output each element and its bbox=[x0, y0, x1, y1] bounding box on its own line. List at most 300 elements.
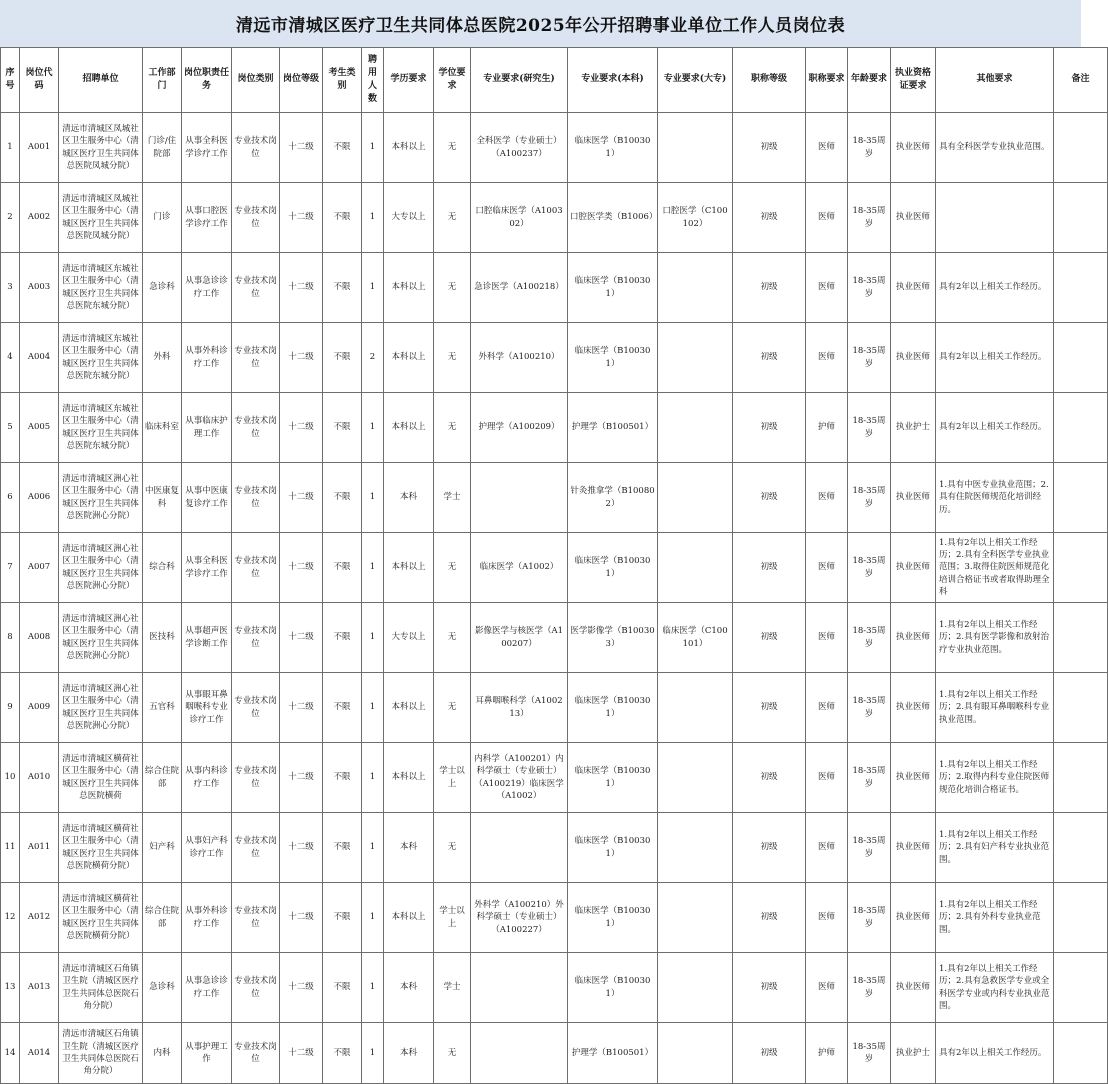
cell-other bbox=[936, 743, 1054, 813]
cell-level bbox=[280, 1023, 323, 1084]
cell-other bbox=[936, 183, 1054, 253]
cell-edu bbox=[384, 953, 434, 1023]
cell-degree bbox=[434, 1023, 471, 1084]
cell-code-text: A014 bbox=[27, 1047, 51, 1058]
cell-code-text: A008 bbox=[27, 632, 51, 643]
cell-edu-text: 本科以上 bbox=[391, 702, 426, 713]
cell-edu bbox=[384, 1023, 434, 1084]
cell-category bbox=[232, 113, 280, 183]
table-row bbox=[1, 533, 1108, 603]
cell-no-text: 13 bbox=[4, 982, 16, 993]
cell-level-text: 十二级 bbox=[288, 352, 314, 363]
cell-category-text: 专业技术岗位 bbox=[234, 346, 277, 369]
cell-category-text: 专业技术岗位 bbox=[234, 766, 277, 789]
cell-license-text: 执业医师 bbox=[895, 282, 930, 293]
cell-degree bbox=[434, 883, 471, 953]
header-code: 岗位代码 bbox=[20, 48, 59, 113]
cell-other-text: 具有2年以上相关工作经历。 bbox=[939, 422, 1047, 433]
cell-code bbox=[20, 533, 59, 603]
cell-count bbox=[362, 113, 384, 183]
cell-license-text: 执业医师 bbox=[895, 982, 930, 993]
cell-unit-text: 清远市清城区洲心社区卫生服务中心（清城区医疗卫生共同体总医院洲心分院） bbox=[62, 543, 139, 591]
cell-major-college bbox=[658, 463, 733, 533]
cell-license-text: 执业医师 bbox=[895, 352, 930, 363]
cell-category-text: 专业技术岗位 bbox=[234, 976, 277, 999]
cell-dept bbox=[143, 603, 182, 673]
cell-code bbox=[20, 603, 59, 673]
table-row bbox=[1, 323, 1108, 393]
cell-age bbox=[848, 463, 891, 533]
cell-dept-text: 五官科 bbox=[149, 702, 175, 713]
cell-edu bbox=[384, 393, 434, 463]
cell-other bbox=[936, 603, 1054, 673]
cell-license-text: 执业医师 bbox=[895, 842, 930, 853]
cell-major-grad-text: 临床医学（A1002） bbox=[479, 562, 559, 573]
cell-candidate-text: 不限 bbox=[333, 842, 351, 853]
cell-remark bbox=[1054, 253, 1108, 323]
cell-degree-text: 无 bbox=[447, 1047, 457, 1058]
cell-age-text: 18-35周岁 bbox=[852, 976, 886, 999]
cell-dept-text: 急诊科 bbox=[149, 982, 175, 993]
cell-category-text: 专业技术岗位 bbox=[234, 696, 277, 719]
cell-title-req-text: 医师 bbox=[817, 212, 835, 223]
header-major-college: 专业要求(大专) bbox=[658, 48, 733, 113]
cell-major-college bbox=[658, 393, 733, 463]
cell-candidate bbox=[323, 463, 362, 533]
cell-title-req-text: 医师 bbox=[817, 772, 835, 783]
cell-title-req-text: 护师 bbox=[817, 422, 835, 433]
cell-code bbox=[20, 253, 59, 323]
cell-code bbox=[20, 953, 59, 1023]
cell-category-text: 专业技术岗位 bbox=[234, 276, 277, 299]
cell-duty-text: 从事护理工作 bbox=[185, 1041, 228, 1064]
cell-duty bbox=[182, 533, 232, 603]
cell-unit bbox=[59, 883, 143, 953]
cell-dept bbox=[143, 113, 182, 183]
cell-remark bbox=[1054, 323, 1108, 393]
table-row bbox=[1, 953, 1108, 1023]
cell-remark bbox=[1054, 953, 1108, 1023]
cell-major-bachelor bbox=[568, 323, 658, 393]
cell-major-bachelor-text: 临床医学（B100301） bbox=[574, 836, 651, 859]
table-row bbox=[1, 1023, 1108, 1084]
cell-major-grad-text: 影像医学与核医学（A100207） bbox=[474, 626, 564, 649]
cell-age-text: 18-35周岁 bbox=[852, 556, 886, 579]
cell-age bbox=[848, 673, 891, 743]
cell-degree bbox=[434, 813, 471, 883]
cell-duty-text: 从事口腔医学诊疗工作 bbox=[185, 206, 228, 229]
cell-count bbox=[362, 183, 384, 253]
cell-title-req-text: 医师 bbox=[817, 142, 835, 153]
cell-dept-text: 外科 bbox=[153, 352, 171, 363]
cell-no bbox=[1, 743, 20, 813]
cell-major-bachelor bbox=[568, 533, 658, 603]
cell-title-level-text: 初级 bbox=[760, 912, 778, 923]
cell-major-bachelor-text: 医学影像学（B100303） bbox=[570, 626, 655, 649]
cell-major-grad-text: 内科学（A100201）内科学硕士（专业硕士）（A100219）临床医学（A1002） bbox=[474, 753, 564, 801]
cell-no bbox=[1, 113, 20, 183]
cell-major-college bbox=[658, 113, 733, 183]
cell-other-text: 1.具有2年以上相关工作经历；2.具有医学影像和放射治疗专业执业范围。 bbox=[939, 620, 1050, 655]
cell-title-req bbox=[806, 813, 848, 883]
cell-category-text: 专业技术岗位 bbox=[234, 906, 277, 929]
cell-remark bbox=[1054, 113, 1108, 183]
cell-title-req bbox=[806, 533, 848, 603]
cell-code-text: A006 bbox=[27, 492, 51, 503]
cell-major-bachelor bbox=[568, 813, 658, 883]
cell-title-req bbox=[806, 323, 848, 393]
cell-count-text: 1 bbox=[369, 212, 376, 223]
cell-dept bbox=[143, 883, 182, 953]
cell-unit bbox=[59, 113, 143, 183]
cell-code bbox=[20, 673, 59, 743]
cell-count-text: 1 bbox=[369, 772, 376, 783]
cell-title-level-text: 初级 bbox=[760, 282, 778, 293]
cell-duty bbox=[182, 953, 232, 1023]
cell-age-text: 18-35周岁 bbox=[852, 906, 886, 929]
cell-candidate-text: 不限 bbox=[333, 982, 351, 993]
cell-other bbox=[936, 533, 1054, 603]
cell-dept bbox=[143, 743, 182, 813]
cell-level bbox=[280, 463, 323, 533]
cell-title-level bbox=[733, 113, 806, 183]
cell-license bbox=[891, 743, 936, 813]
header-age: 年龄要求 bbox=[848, 48, 891, 113]
cell-age bbox=[848, 323, 891, 393]
cell-license bbox=[891, 603, 936, 673]
cell-title-req-text: 医师 bbox=[817, 632, 835, 643]
cell-duty bbox=[182, 743, 232, 813]
cell-code-text: A011 bbox=[27, 842, 51, 853]
cell-unit-text: 清远市清城区东城社区卫生服务中心（清城区医疗卫生共同体总医院东城分院） bbox=[62, 263, 139, 311]
cell-age-text: 18-35周岁 bbox=[852, 276, 886, 299]
cell-major-bachelor bbox=[568, 113, 658, 183]
cell-major-grad bbox=[471, 323, 568, 393]
cell-code-text: A002 bbox=[27, 212, 51, 223]
cell-dept-text: 中医康复科 bbox=[145, 486, 180, 509]
cell-duty bbox=[182, 323, 232, 393]
cell-dept bbox=[143, 953, 182, 1023]
cell-category bbox=[232, 533, 280, 603]
cell-duty-text: 从事超声医学诊断工作 bbox=[185, 626, 228, 649]
cell-age-text: 18-35周岁 bbox=[852, 206, 886, 229]
cell-dept-text: 综合科 bbox=[149, 562, 175, 573]
cell-license bbox=[891, 813, 936, 883]
table-row bbox=[1, 183, 1108, 253]
cell-major-grad-text: 口腔临床医学（A100302） bbox=[475, 206, 563, 229]
cell-license bbox=[891, 953, 936, 1023]
cell-major-college bbox=[658, 673, 733, 743]
cell-other bbox=[936, 113, 1054, 183]
cell-major-bachelor bbox=[568, 1023, 658, 1084]
header-title-level: 职称等级 bbox=[733, 48, 806, 113]
cell-unit-text: 清远市清城区石角镇卫生院（清城区医疗卫生共同体总医院石角分院） bbox=[62, 1029, 139, 1077]
cell-duty-text: 从事外科诊疗工作 bbox=[185, 346, 228, 369]
cell-age bbox=[848, 113, 891, 183]
cell-major-bachelor-text: 临床医学（B100301） bbox=[574, 976, 651, 999]
cell-major-grad-text: 全科医学（专业硕士）（A100237） bbox=[476, 136, 562, 159]
positions-table bbox=[0, 47, 1108, 1084]
cell-license-text: 执业医师 bbox=[895, 562, 930, 573]
header-unit: 招聘单位 bbox=[59, 48, 143, 113]
cell-major-college bbox=[658, 743, 733, 813]
cell-license bbox=[891, 393, 936, 463]
header-edu: 学历要求 bbox=[384, 48, 434, 113]
cell-code-text: A003 bbox=[27, 282, 51, 293]
cell-duty-text: 从事眼耳鼻咽喉科专业诊疗工作 bbox=[185, 690, 228, 725]
cell-no bbox=[1, 953, 20, 1023]
cell-other bbox=[936, 253, 1054, 323]
cell-candidate-text: 不限 bbox=[333, 562, 351, 573]
cell-unit bbox=[59, 393, 143, 463]
cell-category-text: 专业技术岗位 bbox=[234, 416, 277, 439]
table-row bbox=[1, 673, 1108, 743]
cell-level-text: 十二级 bbox=[288, 912, 314, 923]
cell-edu bbox=[384, 463, 434, 533]
cell-major-grad bbox=[471, 183, 568, 253]
cell-major-grad bbox=[471, 743, 568, 813]
header-level: 岗位等级 bbox=[280, 48, 323, 113]
cell-dept bbox=[143, 183, 182, 253]
cell-license-text: 执业医师 bbox=[895, 212, 930, 223]
cell-degree bbox=[434, 113, 471, 183]
cell-major-grad bbox=[471, 253, 568, 323]
cell-level-text: 十二级 bbox=[288, 702, 314, 713]
cell-major-bachelor bbox=[568, 673, 658, 743]
cell-no-text: 12 bbox=[4, 912, 16, 923]
cell-duty bbox=[182, 603, 232, 673]
cell-edu bbox=[384, 323, 434, 393]
cell-candidate bbox=[323, 183, 362, 253]
cell-code-text: A005 bbox=[27, 422, 51, 433]
header-dept: 工作部门 bbox=[143, 48, 182, 113]
cell-age-text: 18-35周岁 bbox=[852, 346, 886, 369]
cell-edu bbox=[384, 673, 434, 743]
cell-major-bachelor-text: 临床医学（B100301） bbox=[574, 906, 651, 929]
cell-candidate-text: 不限 bbox=[333, 422, 351, 433]
cell-title-level-text: 初级 bbox=[760, 982, 778, 993]
cell-major-grad-text: 护理学（A100209） bbox=[478, 422, 560, 433]
cell-degree-text: 无 bbox=[447, 842, 457, 853]
cell-count-text: 1 bbox=[369, 492, 376, 503]
cell-unit bbox=[59, 603, 143, 673]
cell-major-bachelor bbox=[568, 393, 658, 463]
cell-major-college-text: 口腔医学（C100102） bbox=[662, 206, 728, 229]
cell-category bbox=[232, 883, 280, 953]
cell-level bbox=[280, 533, 323, 603]
cell-major-bachelor bbox=[568, 603, 658, 673]
cell-other bbox=[936, 883, 1054, 953]
cell-edu bbox=[384, 813, 434, 883]
cell-age bbox=[848, 953, 891, 1023]
cell-duty bbox=[182, 253, 232, 323]
cell-license-text: 执业医师 bbox=[895, 912, 930, 923]
table-row bbox=[1, 883, 1108, 953]
cell-category bbox=[232, 1023, 280, 1084]
cell-degree-text: 无 bbox=[447, 352, 457, 363]
cell-title-level bbox=[733, 1023, 806, 1084]
cell-code-text: A004 bbox=[27, 352, 51, 363]
cell-candidate bbox=[323, 603, 362, 673]
cell-license-text: 执业医师 bbox=[895, 492, 930, 503]
header-duty: 岗位职责任务 bbox=[182, 48, 232, 113]
cell-title-req-text: 医师 bbox=[817, 842, 835, 853]
cell-other-text: 具有2年以上相关工作经历。 bbox=[939, 282, 1047, 293]
cell-level-text: 十二级 bbox=[288, 772, 314, 783]
cell-count-text: 1 bbox=[369, 282, 376, 293]
cell-level bbox=[280, 393, 323, 463]
cell-title-level bbox=[733, 673, 806, 743]
cell-code bbox=[20, 463, 59, 533]
cell-no bbox=[1, 323, 20, 393]
cell-major-grad bbox=[471, 883, 568, 953]
cell-count-text: 1 bbox=[369, 562, 376, 573]
cell-age-text: 18-35周岁 bbox=[852, 626, 886, 649]
cell-license-text: 执业护士 bbox=[895, 1047, 930, 1058]
cell-count bbox=[362, 743, 384, 813]
cell-other bbox=[936, 673, 1054, 743]
cell-unit bbox=[59, 953, 143, 1023]
header-category: 岗位类别 bbox=[232, 48, 280, 113]
cell-major-bachelor-text: 针灸推拿学（B100802） bbox=[570, 486, 655, 509]
cell-no-text: 7 bbox=[7, 562, 13, 573]
cell-category bbox=[232, 953, 280, 1023]
cell-major-bachelor bbox=[568, 743, 658, 813]
cell-title-level-text: 初级 bbox=[760, 702, 778, 713]
cell-code bbox=[20, 883, 59, 953]
cell-degree bbox=[434, 393, 471, 463]
cell-title-level-text: 初级 bbox=[760, 352, 778, 363]
cell-unit-text: 清远市清城区横荷社区卫生服务中心（清城区医疗卫生共同体总医院横荷分院） bbox=[62, 893, 139, 941]
cell-code-text: A007 bbox=[27, 562, 51, 573]
cell-title-level-text: 初级 bbox=[760, 422, 778, 433]
cell-major-grad bbox=[471, 113, 568, 183]
cell-count bbox=[362, 953, 384, 1023]
cell-remark bbox=[1054, 883, 1108, 953]
cell-unit bbox=[59, 1023, 143, 1084]
cell-count bbox=[362, 393, 384, 463]
cell-title-req bbox=[806, 463, 848, 533]
cell-title-req bbox=[806, 743, 848, 813]
cell-dept-text: 门诊 bbox=[153, 212, 171, 223]
header-title-req: 职称要求 bbox=[806, 48, 848, 113]
cell-title-level bbox=[733, 813, 806, 883]
table-row bbox=[1, 393, 1108, 463]
cell-count bbox=[362, 673, 384, 743]
cell-major-bachelor-text: 护理学（B100501） bbox=[571, 422, 654, 433]
cell-title-level bbox=[733, 743, 806, 813]
cell-major-bachelor-text: 临床医学（B100301） bbox=[574, 136, 651, 159]
cell-unit-text: 清远市清城区横荷社区卫生服务中心（清城区医疗卫生共同体总医院横荷分院） bbox=[62, 823, 139, 871]
cell-major-bachelor bbox=[568, 463, 658, 533]
cell-unit bbox=[59, 183, 143, 253]
cell-duty bbox=[182, 393, 232, 463]
cell-remark bbox=[1054, 463, 1108, 533]
cell-count-text: 1 bbox=[369, 912, 376, 923]
cell-candidate bbox=[323, 253, 362, 323]
cell-duty bbox=[182, 883, 232, 953]
cell-major-bachelor-text: 临床医学（B100301） bbox=[574, 766, 651, 789]
cell-degree-text: 无 bbox=[447, 632, 457, 643]
cell-unit-text: 清远市清城区横荷社区卫生服务中心（清城区医疗卫生共同体总医院横荷 bbox=[62, 753, 139, 801]
cell-degree-text: 无 bbox=[447, 562, 457, 573]
cell-major-bachelor-text: 临床医学（B100301） bbox=[574, 696, 651, 719]
cell-level bbox=[280, 953, 323, 1023]
table-body bbox=[1, 113, 1108, 1084]
cell-edu bbox=[384, 533, 434, 603]
cell-no bbox=[1, 1023, 20, 1084]
cell-count bbox=[362, 463, 384, 533]
cell-no bbox=[1, 393, 20, 463]
header-other: 其他要求 bbox=[936, 48, 1054, 113]
cell-degree-text: 学士以上 bbox=[439, 766, 465, 789]
cell-degree bbox=[434, 673, 471, 743]
cell-degree bbox=[434, 253, 471, 323]
cell-no-text: 10 bbox=[4, 772, 16, 783]
cell-count-text: 1 bbox=[369, 842, 376, 853]
cell-title-req bbox=[806, 673, 848, 743]
cell-major-bachelor bbox=[568, 183, 658, 253]
cell-duty bbox=[182, 463, 232, 533]
sheet-title: 清远市清城区医疗卫生共同体总医院2025年公开招聘事业单位工作人员岗位表 bbox=[0, 0, 1081, 48]
cell-duty bbox=[182, 1023, 232, 1084]
cell-code bbox=[20, 183, 59, 253]
cell-candidate bbox=[323, 533, 362, 603]
cell-title-req-text: 医师 bbox=[817, 492, 835, 503]
cell-edu-text: 本科以上 bbox=[391, 772, 426, 783]
cell-degree bbox=[434, 743, 471, 813]
cell-duty bbox=[182, 813, 232, 883]
cell-level bbox=[280, 813, 323, 883]
cell-title-req-text: 医师 bbox=[817, 352, 835, 363]
cell-edu bbox=[384, 183, 434, 253]
cell-duty-text: 从事中医康复诊疗工作 bbox=[185, 486, 228, 509]
cell-dept-text: 内科 bbox=[153, 1047, 171, 1058]
cell-duty-text: 从事临床护理工作 bbox=[185, 416, 228, 439]
cell-edu-text: 本科以上 bbox=[391, 282, 426, 293]
cell-level bbox=[280, 673, 323, 743]
cell-other-text: 具有2年以上相关工作经历。 bbox=[939, 1047, 1047, 1058]
table-row bbox=[1, 813, 1108, 883]
cell-duty bbox=[182, 183, 232, 253]
cell-code bbox=[20, 1023, 59, 1084]
cell-candidate-text: 不限 bbox=[333, 282, 351, 293]
cell-code bbox=[20, 323, 59, 393]
cell-no-text: 14 bbox=[4, 1047, 16, 1058]
cell-dept bbox=[143, 1023, 182, 1084]
cell-category bbox=[232, 603, 280, 673]
cell-title-level-text: 初级 bbox=[760, 142, 778, 153]
cell-count-text: 1 bbox=[369, 142, 376, 153]
cell-title-level bbox=[733, 463, 806, 533]
cell-age-text: 18-35周岁 bbox=[852, 766, 886, 789]
cell-major-grad-text: 外科学（A100210）外科学硕士（专业硕士）（A100227） bbox=[474, 900, 564, 935]
cell-no-text: 8 bbox=[7, 632, 13, 643]
cell-candidate bbox=[323, 883, 362, 953]
cell-level bbox=[280, 113, 323, 183]
cell-age bbox=[848, 393, 891, 463]
cell-license bbox=[891, 323, 936, 393]
cell-unit bbox=[59, 813, 143, 883]
cell-license-text: 执业医师 bbox=[895, 142, 930, 153]
cell-license bbox=[891, 673, 936, 743]
table-row bbox=[1, 463, 1108, 533]
cell-category bbox=[232, 323, 280, 393]
cell-other bbox=[936, 1023, 1054, 1084]
cell-major-bachelor bbox=[568, 253, 658, 323]
cell-degree-text: 无 bbox=[447, 282, 457, 293]
cell-title-req-text: 护师 bbox=[817, 1047, 835, 1058]
